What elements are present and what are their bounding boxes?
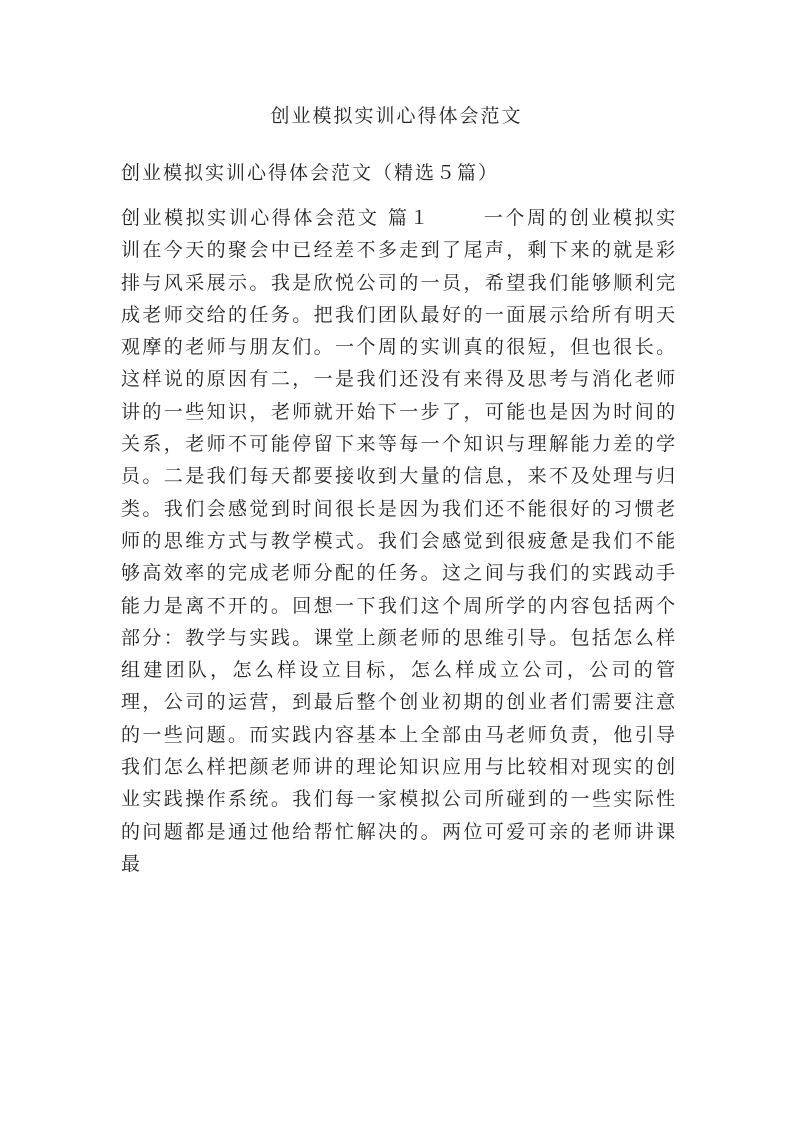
document-title: 创业模拟实训心得体会范文 (270, 105, 523, 127)
section-1-body (121, 202, 677, 880)
section-1-heading: 创业模拟实训心得体会范文 篇１ (121, 207, 432, 229)
document-subtitle: 创业模拟实训心得体会范文（精选５篇） (121, 162, 500, 184)
section-1-paragraph: 一个周的创业模拟实训在今天的聚会中已经差不多走到了尾声，剩下来的就是彩排与风采展示。我是欣悦公司的一员，希望我们能够顺利完成老师交给的任务。把我们团队最好的一面展示给所有明天观摩的老师与朋友们。一个周的实训真的很短，但也很长。这样说的原因有二，一是我们还没有来得及思考与消化老师讲的一些知识，老师就开始下一步了，可能也是因为时间的关系，老师不可能停留下来等每一个知识与理解能力差的学员。二是我们每天都要接收到大量的信息，来不及处理与归类。我们会感觉到时间很长是因为我们还不能很好的习惯老师的思维方式与教学模式。我们会感觉到很疲惫是我们不能够高效率的完成老师分配的任务。这之间与我们的实践动手能力是离不开的。回想一下我们这个周所学的内容包括两个部分：教学与实践。课堂上颜老师的思维引导。包括怎么样组建团队，怎么样设立目标，怎么样成立公司，公司的管理，公司的运营，到最后整个创业初期的创业者们需要注意的一些问题。而实践内容基本上全部由马老师负责，他引导我们怎么样把颜老师讲的理论知识应用与比较相对现实的创业实践操作系统。我们每一家模拟公司所碰到的一些实际性的问题都是通过他给帮忙解决的。两位可爱可亲的老师讲课最 (121, 207, 677, 875)
